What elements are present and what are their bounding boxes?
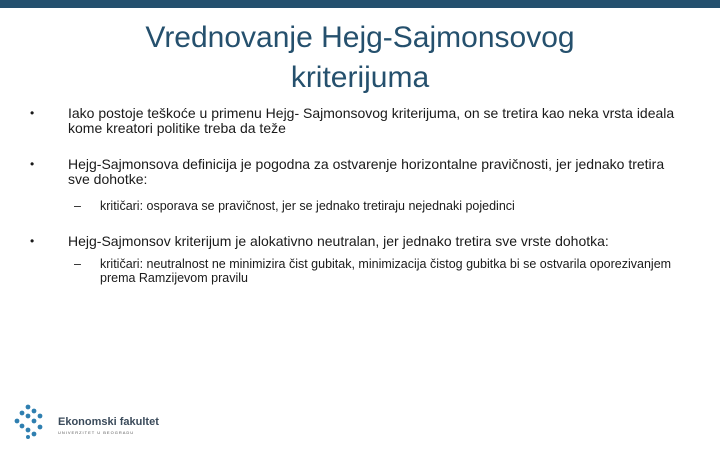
sub-bullet-text: kritičari: neutralnost ne minimizira čist gubitak, minimizacija čistog gubitka bi se ostvarila oporezivanjem prema Ramzijevom pravilu: [100, 257, 672, 285]
faculty-logo: [14, 404, 164, 440]
bullet-text: Hejg-Sajmonsova definicija je pogodna za ostvarenje horizontalne pravičnosti, jer jednako tretira sve dohotke:: [68, 156, 665, 187]
logo-name: Ekonomski fakultet: [58, 416, 159, 428]
bullet-marker: •: [30, 157, 35, 171]
dash-marker: –: [74, 199, 81, 213]
slide-title: [60, 18, 660, 98]
bullet-text: Hejg-Sajmonsov kriterijum je alokativno neutralan, jer jednako tretira sve vrste dohotka:: [68, 233, 609, 249]
sub-bullet-item-3: [30, 257, 680, 285]
dash-marker: –: [74, 257, 81, 271]
logo-subtitle: UNIVERZITET U BEOGRADU: [58, 430, 135, 435]
top-bar: [0, 0, 720, 8]
title-line-2: kriterijuma: [290, 61, 430, 94]
bullet-marker: •: [30, 234, 35, 248]
sub-bullet-item-2: [30, 199, 680, 213]
bullet-item-3: [30, 234, 680, 249]
bullet-text: Iako postoje teškoće u primenu Hejg- Sajmonsovog kriterijuma, on se tretira kao neka vrsta ideala kome kreatori politike treba da teže: [68, 105, 675, 136]
logo-dots-icon: [14, 404, 54, 440]
title-line-1: Vrednovanje Hejg-Sajmonsovog: [145, 21, 575, 54]
slide-content: [30, 106, 680, 306]
sub-bullet-text: kritičari: osporava se pravičnost, jer se jednako tretiraju nejednaki pojedinci: [100, 199, 515, 213]
bullet-marker: •: [30, 106, 35, 120]
bullet-item-1: [30, 106, 680, 136]
bullet-item-2: [30, 157, 680, 187]
